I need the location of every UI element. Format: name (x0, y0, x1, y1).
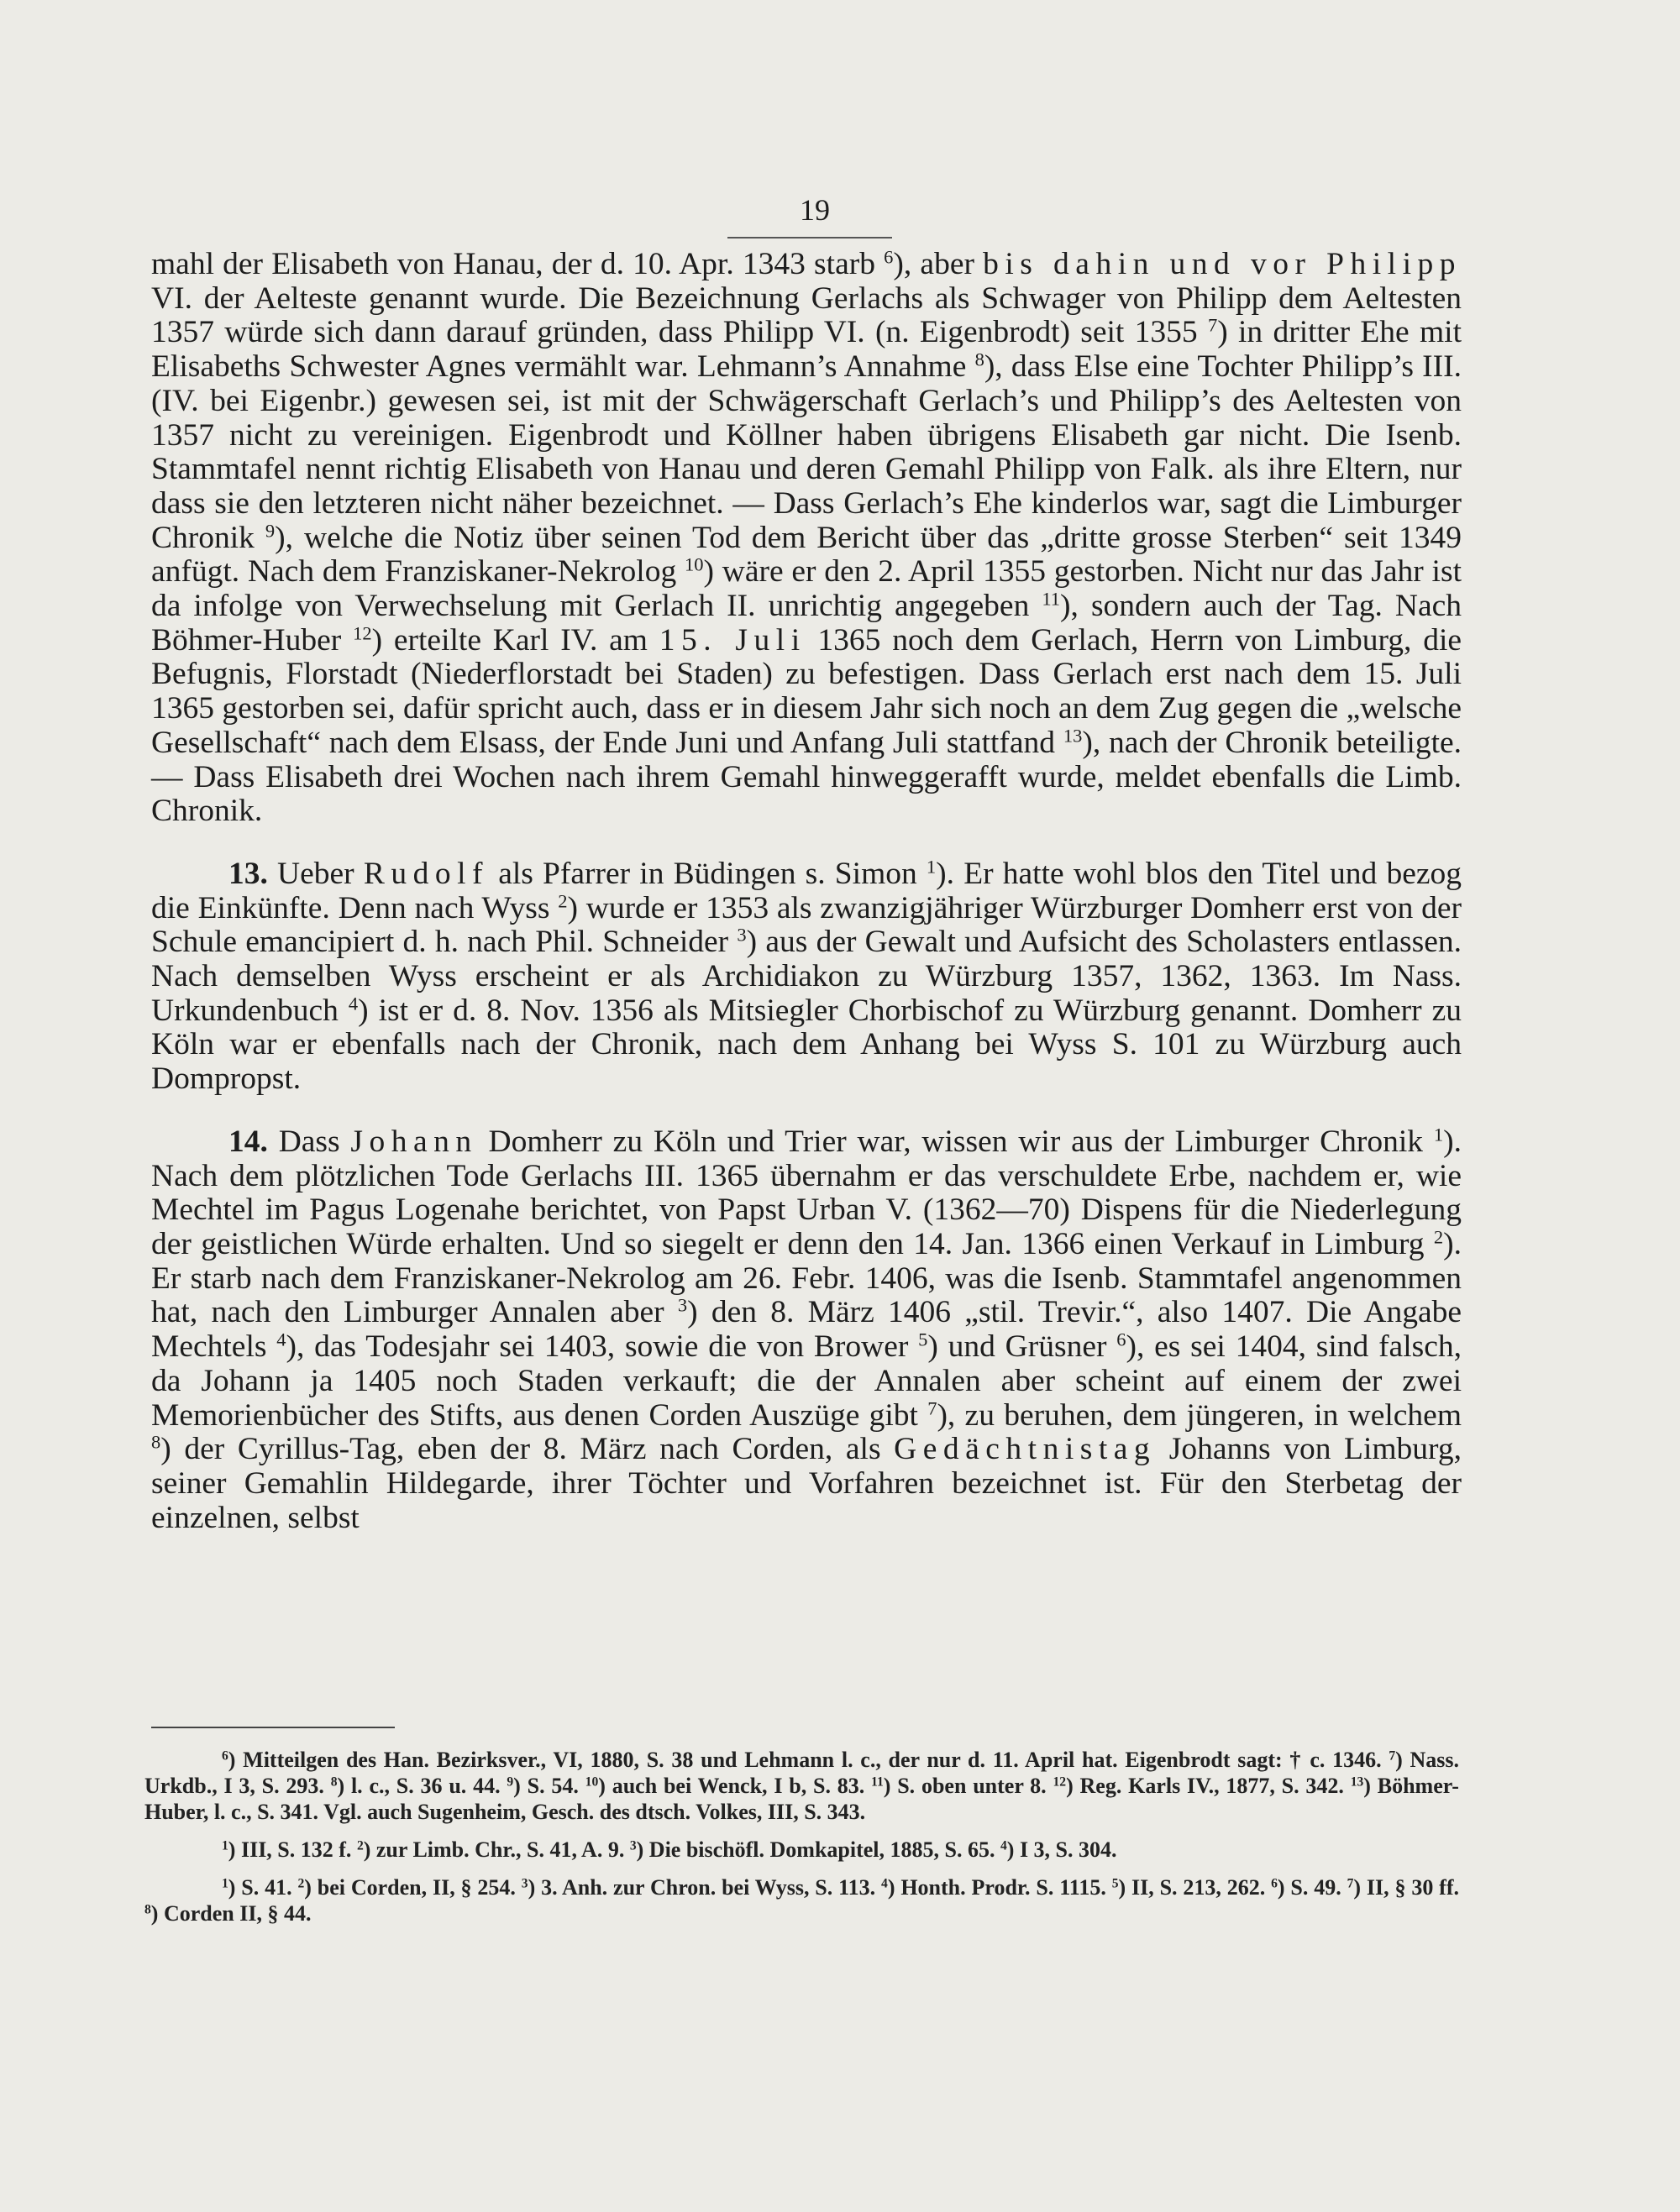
footnote-ref: 7 (927, 1397, 937, 1419)
paragraph (151, 248, 1462, 829)
text-run: ) der Cyrillus-Tag, eben der 8. März nach Corden, als (160, 1432, 895, 1467)
page-number: 19 (800, 193, 830, 227)
footnote-ref: 4 (1000, 1838, 1007, 1853)
footnote-ref: 1 (222, 1838, 228, 1853)
text-run: ) aus der Gewalt und Aufsicht des Scholasters entlassen. Nach demselben Wyss erscheint er als Archidiakon zu Würzburg 1357, 1362, 1363. Im Nass. Urkundenbuch (151, 925, 1462, 1028)
footnote-ref: 10 (685, 553, 704, 575)
footnote-ref: 5 (1111, 1876, 1119, 1891)
text-run: ) wäre er den 2. April 1355 gestorben. Nicht nur das Jahr ist da infolge von Verwechselung mit Gerlach II. unrichtig angegeben (151, 554, 1462, 624)
text-run: ), sondern auch der Tag. Nach Böhmer-Huber (151, 589, 1462, 658)
text-run: ) S. 41. (228, 1875, 298, 1900)
text-run: ) den 8. März 1406 „stil. Trevir.“, also 1407. Die Angabe Mechtels (151, 1295, 1462, 1365)
text-run: ) erteilte Karl IV. am (371, 622, 659, 658)
section-paragraph (151, 1125, 1462, 1535)
text-run: ) l. c., S. 36 u. 44. (337, 1774, 507, 1798)
footnote-ref: 1 (926, 856, 937, 878)
footnote-ref: 6 (1271, 1876, 1278, 1891)
text-run: ) S. 49. (1277, 1875, 1347, 1900)
footnote-ref: 13 (1350, 1774, 1364, 1790)
footnote-rule (151, 1727, 395, 1728)
footnote-ref: 3 (677, 1295, 688, 1317)
footnote-ref: 8 (330, 1774, 338, 1790)
text-run: ) Honth. Prodr. S. 1115. (887, 1875, 1112, 1900)
footnote-ref: 11 (1042, 588, 1061, 610)
text-run: ) Reg. Karls IV., 1877, S. 342. (1066, 1774, 1351, 1798)
text-run: ), dass Else eine Tochter Philipp’s III. (IV. bei Eigenbr.) gewesen sei, ist mit der Schwägerschaft Gerlach’s und Philipp’s des Aeltesten von 1357 nicht zu vereinigen. Eigenbrodt und Köllner haben übrigens Elisabeth gar nicht. Die Isenb. Stammtafel nennt richtig Elisabeth von Hanau und deren Gemahl Philipp von Falk. als ihre Eltern, nur dass sie den letzteren nicht näher bezeichnet. — Dass Gerlach’s Ehe kinderlos war, sagt die Limburger Chronik (151, 349, 1462, 555)
footnote-ref: 1 (222, 1876, 228, 1891)
body-text (151, 248, 1462, 1535)
header-rule (727, 237, 892, 238)
footnote-ref: 2 (558, 890, 568, 912)
footnote-ref: 8 (144, 1902, 151, 1917)
spaced-emphasis: Rudolf (363, 856, 490, 891)
footnote-ref: 8 (151, 1431, 161, 1453)
text-run: ) II, § 30 ff. (1353, 1875, 1459, 1900)
text-run: ) und Grüsner (927, 1329, 1117, 1365)
text-run: mahl der Elisabeth von Hanau, der d. 10. Apr. 1343 starb (151, 247, 885, 281)
text-run: ), es sei 1404, sind falsch, da Johann ja 1405 noch Staden verkauft; die der Annalen aber scheint auf einem der zwei Memorienbücher des Stifts, aus denen Corden Auszüge gibt (151, 1329, 1462, 1433)
text-run: ) wurde er 1353 als zwanzigjähriger Würzburger Domherr erst von der Schule emancipiert d. h. nach Phil. Schneider (151, 890, 1462, 960)
text-run: ) bei Corden, II, § 254. (304, 1875, 522, 1900)
footnote-ref: 4 (348, 993, 359, 1014)
section-number: 13. (228, 856, 268, 891)
footnote-ref: 6 (222, 1748, 228, 1764)
text-run: Dass (267, 1124, 351, 1159)
footnote-ref: 10 (585, 1774, 599, 1790)
text-run: ) II, S. 213, 262. (1118, 1875, 1272, 1900)
text-run: ), zu beruhen, dem jüngeren, in welchem (937, 1397, 1462, 1433)
text-run: ), das Todesjahr sei 1403, sowie die von Brower (286, 1329, 919, 1365)
text-run: Johanns von Limburg, seiner Gemahlin Hildegarde, ihrer Töchter und Vorfahren bezeichnet ist. Für den Sterbetag der einzelnen, selbst (151, 1432, 1462, 1535)
section-number: 14. (228, 1124, 268, 1159)
text-run: ) Böhmer-Huber, l. c., S. 341. Vgl. auch Sugenheim, Gesch. des dtsch. Volkes, III, S. 343. (144, 1774, 1459, 1824)
footnote-ref: 6 (1116, 1329, 1126, 1350)
footnote (144, 1837, 1459, 1863)
footnote-ref: 6 (884, 246, 894, 268)
footnote-ref: 7 (1389, 1748, 1396, 1764)
text-run: ). Er hatte wohl blos den Titel und bezog die Einkünfte. Denn nach Wyss (151, 856, 1462, 925)
text-run: ). Nach dem plötzlichen Tode Gerlachs III. 1365 übernahm er das verschuldete Erbe, nachdem er, wie Mechtel im Pagus Logenahe berichtet, von Papst Urban V. (1362—70) Dispens für die Niederlegung der geistlichen Würde erhalten. Und so siegelt er denn den 14. Jan. 1366 einen Verkauf in Limburg (151, 1124, 1462, 1261)
footnote-ref: 3 (629, 1838, 637, 1853)
footnote-ref: 2 (297, 1876, 305, 1891)
footnote (144, 1747, 1459, 1825)
text-run: ) S. oben unter 8. (883, 1774, 1053, 1798)
text-run: ) Die bischöfl. Domkapitel, 1885, S. 65. (636, 1837, 1000, 1862)
text-run: ) auch bei Wenck, I b, S. 83. (598, 1774, 872, 1798)
text-run: ), nach der Chronik beteiligte. — Dass Elisabeth drei Wochen nach ihrem Gemahl hinweggerafft wurde, meldet ebenfalls die Limb. Chronik. (151, 725, 1462, 829)
text-run: ), aber (893, 247, 984, 281)
footnote-ref: 5 (918, 1329, 928, 1350)
spaced-emphasis: 15. Juli (659, 622, 806, 658)
text-run: ) Corden II, § 44. (150, 1901, 312, 1926)
footnote-ref: 12 (353, 622, 372, 644)
spaced-emphasis: Johann (350, 1124, 478, 1159)
spaced-emphasis: Gedächtnistag (894, 1432, 1157, 1467)
text-run: VI. der Aelteste genannt wurde. Die Bezeichnung Gerlachs als Schwager von Philipp dem Aeltesten 1357 würde sich dann darauf gründen, dass Philipp VI. (n. Eigenbrodt) seit 1355 (151, 280, 1462, 350)
text-run: ) III, S. 132 f. (228, 1837, 357, 1862)
text-run: ) ist er d. 8. Nov. 1356 als Mitsiegler Chorbischof zu Würzburg genannt. Domherr zu Köln war er ebenfalls nach der Chronik, nach dem Anhang bei Wyss S. 101 zu Würzburg auch Dompropst. (151, 993, 1462, 1097)
footnote-ref: 12 (1053, 1774, 1067, 1790)
text-run: Domherr zu Köln und Trier war, wissen wir aus der Limburger Chronik (477, 1124, 1434, 1159)
footnote-ref: 3 (521, 1876, 528, 1891)
footnote (144, 1874, 1459, 1926)
footnote-ref: 8 (974, 349, 984, 370)
footnotes (144, 1747, 1459, 1926)
text-run: ) zur Limb. Chr., S. 41, A. 9. (363, 1837, 630, 1862)
text-run: ), welche die Notiz über seinen Tod dem Bericht über das „dritte grosse Sterben“ seit 1349 anfügt. Nach dem Franziskaner-Nekrolog (151, 520, 1462, 590)
text-run: ) S. 54. (513, 1774, 585, 1798)
footnote-ref: 13 (1063, 725, 1083, 747)
footnote-ref: 2 (356, 1838, 364, 1853)
section-paragraph (151, 857, 1462, 1097)
spaced-emphasis: bis dahin und vor Philipp (983, 247, 1462, 281)
text-run: Ueber (267, 856, 364, 891)
text-run: ) Nass. Urkdb., I 3, S. 293. (144, 1748, 1459, 1798)
footnote-ref: 2 (1433, 1226, 1444, 1248)
text-run: als Pfarrer in Büdingen s. Simon (489, 856, 927, 891)
footnote-ref: 3 (737, 924, 747, 946)
footnote-ref: 1 (1433, 1124, 1444, 1145)
text-run: ) Mitteilgen des Han. Bezirksver., VI, 1880, S. 38 und Lehmann l. c., der nur d. 11. April hat. Eigenbrodt sagt: † c. 1346. (228, 1748, 1389, 1772)
footnote-ref: 4 (881, 1876, 888, 1891)
footnote-ref: 9 (507, 1774, 514, 1790)
text-run: 1365 noch dem Gerlach, Herrn von Limburg, die Befugnis, Florstadt (Niederflorstadt bei Staden) zu befestigen. Dass Gerlach erst nach dem 15. Juli 1365 gestorben sei, dafür spricht auch, dass er in diesem Jahr sich noch an dem Zug gegen die „welsche Gesellschaft“ nach dem Elsass, der Ende Juni und Anfang Juli stattfand (151, 622, 1462, 760)
text-run: ). Er starb nach dem Franziskaner-Nekrolog am 26. Febr. 1406, was die Isenb. Stammtafel angenommen hat, nach den Limburger Annalen aber (151, 1226, 1462, 1330)
footnote-ref: 9 (265, 520, 276, 542)
text-run: ) 3. Anh. zur Chron. bei Wyss, S. 113. (528, 1875, 882, 1900)
footnote-ref: 7 (1347, 1876, 1354, 1891)
footnote-ref: 4 (276, 1329, 286, 1350)
text-run: ) I 3, S. 304. (1006, 1837, 1117, 1862)
footnote-ref: 7 (1207, 315, 1218, 337)
footnote-ref: 11 (871, 1774, 884, 1790)
text-run: ) in dritter Ehe mit Elisabeths Schwester Agnes vermählt war. Lehmann’s Annahme (151, 315, 1462, 385)
